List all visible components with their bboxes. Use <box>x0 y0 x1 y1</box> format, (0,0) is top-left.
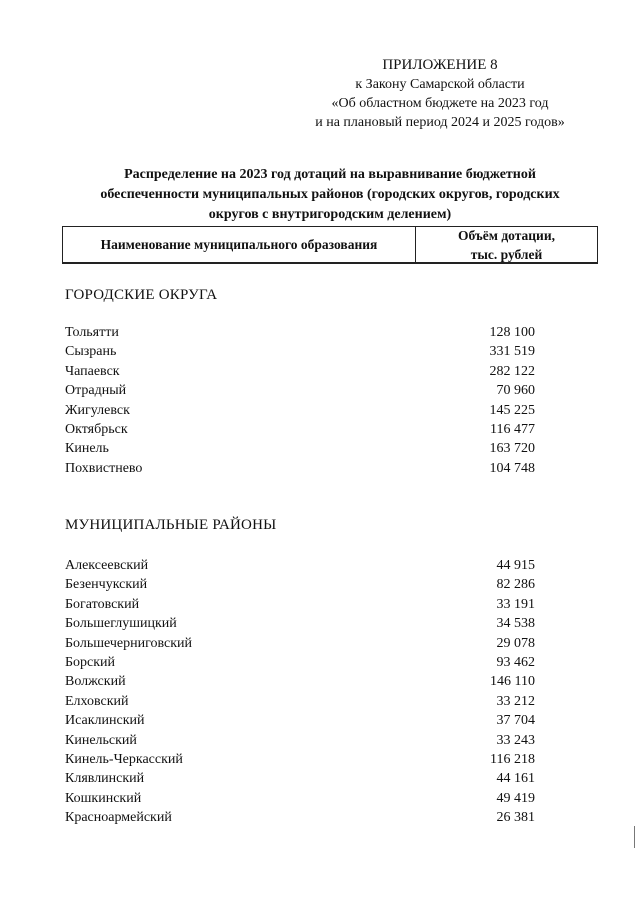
row-name: Октябрьск <box>65 421 128 437</box>
row-value: 146 110 <box>490 674 535 690</box>
row-value: 33 243 <box>496 732 535 748</box>
row-value: 34 538 <box>496 616 535 632</box>
title-line: Распределение на 2023 год дотаций на выравнивание бюджетной <box>124 167 536 182</box>
row-name: Большечерниговский <box>65 635 193 651</box>
row-value: 70 960 <box>496 383 535 399</box>
table-row <box>65 420 535 439</box>
row-value: 163 720 <box>489 441 535 457</box>
row-value: 49 419 <box>496 790 535 806</box>
row-value: 128 100 <box>489 325 535 340</box>
table-row <box>65 789 535 808</box>
row-value: 116 218 <box>490 751 535 767</box>
row-value: 82 286 <box>496 577 535 593</box>
row-name: Сызрань <box>65 344 117 360</box>
row-name: Елховский <box>65 693 129 709</box>
appendix-line: «Об областном бюджете на 2023 год <box>331 96 549 111</box>
table-row <box>65 731 535 750</box>
row-name: Большеглушицкий <box>65 616 177 632</box>
value-column-header <box>416 227 597 262</box>
name-column-header: Наименование муниципального образования <box>63 227 416 262</box>
row-name: Алексеевский <box>65 558 149 573</box>
appendix-number: ПРИЛОЖЕНИЕ 8 <box>382 57 498 73</box>
row-name: Исаклинский <box>65 713 145 729</box>
row-name: Похвистнево <box>65 460 143 476</box>
row-value: 104 748 <box>489 460 535 476</box>
appendix-line: и на плановый период 2024 и 2025 годов» <box>315 115 565 130</box>
row-name: Кошкинский <box>65 790 142 806</box>
table-row <box>65 439 535 458</box>
row-name: Кинель-Черкасский <box>65 751 183 767</box>
title-line: округов с внутригородским делением) <box>208 207 452 222</box>
table-row <box>65 769 535 788</box>
row-value: 44 915 <box>496 558 535 573</box>
row-name: Жигулевск <box>65 402 130 418</box>
row-name: Волжский <box>65 674 126 690</box>
row-value: 37 704 <box>496 713 535 729</box>
table-row <box>65 595 535 614</box>
row-value: 26 381 <box>496 810 535 826</box>
row-name: Кинельский <box>65 732 137 748</box>
table-row <box>65 362 535 381</box>
urban-districts-list <box>65 323 535 478</box>
row-value: 282 122 <box>489 363 535 379</box>
table-row <box>65 381 535 400</box>
row-name: Кинель <box>65 441 109 457</box>
table-row <box>65 808 535 827</box>
value-column-header-line: тыс. рублей <box>470 246 543 262</box>
table-header <box>62 226 598 264</box>
row-value: 116 477 <box>490 421 535 437</box>
table-row <box>65 575 535 594</box>
value-column-header-line: Объём дотации, <box>457 227 555 243</box>
scan-margin-mark <box>634 826 635 848</box>
table-row <box>65 672 535 691</box>
row-name: Чапаевск <box>65 363 120 379</box>
row-name: Красноармейский <box>65 810 172 826</box>
municipal-districts-list <box>65 556 535 827</box>
section-title-urban-districts: ГОРОДСКИЕ ОКРУГА <box>65 287 218 303</box>
row-name: Безенчукский <box>65 577 148 593</box>
table-row <box>65 653 535 672</box>
table-row <box>65 614 535 633</box>
row-value: 33 191 <box>496 596 535 612</box>
row-name: Тольятти <box>65 325 119 340</box>
section-title-municipal-districts: МУНИЦИПАЛЬНЫЕ РАЙОНЫ <box>65 517 277 533</box>
appendix-header <box>290 56 590 132</box>
row-value: 145 225 <box>489 402 535 418</box>
table-row <box>65 323 535 342</box>
table-row <box>65 459 535 478</box>
table-row <box>65 401 535 420</box>
row-name: Отрадный <box>65 383 127 399</box>
table-row <box>65 692 535 711</box>
row-value: 29 078 <box>496 635 535 651</box>
table-row <box>65 634 535 653</box>
table-row <box>65 711 535 730</box>
row-value: 44 161 <box>496 771 535 787</box>
table-row <box>65 556 535 575</box>
row-name: Клявлинский <box>65 771 145 787</box>
row-name: Богатовский <box>65 596 140 612</box>
appendix-line: к Закону Самарской области <box>355 77 525 92</box>
row-value: 93 462 <box>496 654 535 670</box>
row-value: 33 212 <box>496 693 535 709</box>
table-row <box>65 750 535 769</box>
title-line: обеспеченности муниципальных районов (городских округов, городских <box>100 187 560 202</box>
table-row <box>65 342 535 361</box>
document-title <box>60 165 600 225</box>
row-value: 331 519 <box>489 344 535 360</box>
row-name: Борский <box>65 654 116 670</box>
